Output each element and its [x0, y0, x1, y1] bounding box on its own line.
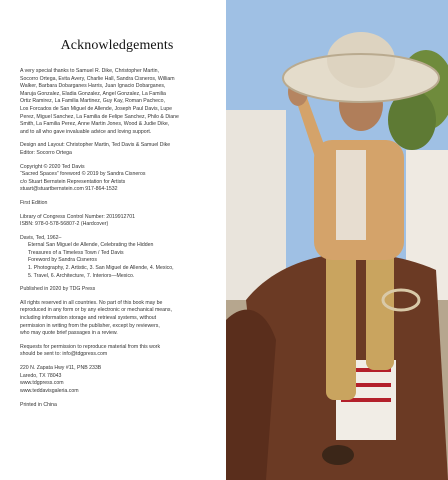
lccn-block [20, 214, 214, 229]
cip-line: Davis, Ted, 1962– [20, 234, 62, 241]
copyright-line: Copyright © 2020 Ted Davis [20, 163, 85, 170]
rights-line: reproduced in any form or by any electronic or mechanical means, [20, 307, 172, 314]
rights-line: who may quote brief passages in a review. [20, 330, 118, 337]
cip-line: Treasures of a Timeless Town / Ted Davis [28, 249, 124, 256]
thanks-line: Maruja Gonzalez, Eladia Gonzalez, Angel Gonzalez, La Familia [20, 90, 166, 97]
page-heading: Acknowledgements [60, 38, 174, 53]
design-credits [20, 142, 214, 157]
edition-line: First Edition [20, 199, 48, 206]
copyright-block [20, 164, 214, 194]
cip-line: Eternal San Miguel de Allende, Celebrating the Hidden [28, 242, 154, 249]
lccn-line: Library of Congress Control Number: 2019912701 [20, 213, 136, 220]
cip-line: 5. Travel, 6. Architecture, 7. Interiors—Mexico. [28, 272, 135, 279]
rights-line: All rights reserved in all countries. No part of this book may be [20, 299, 163, 306]
cip-block [20, 235, 214, 281]
charro-rider-photo [226, 0, 448, 480]
address-line: Laredo, TX 78043 [20, 372, 62, 379]
editor-line: Editor: Socorro Ortega [20, 149, 72, 156]
cip-line: 1. Photography, 2. Artistic, 3. San Miguel de Allende, 4. Mexico, [28, 265, 174, 272]
address-block [20, 365, 214, 395]
address-line: 220 N. Zapata Hwy #11, PNB 233B [20, 365, 102, 371]
copyright-line: stuart@stuartbernstein.com 917-864-1532 [20, 186, 118, 193]
isbn-line: ISBN: 978-0-578-56807-2 (Hardcover) [20, 221, 109, 228]
photo-illustration [226, 0, 448, 480]
design-line: Design and Layout: Christopher Martin, Ted Davis & Samuel Dike [20, 142, 171, 149]
published-line: Published in 2020 by TDG Press [20, 286, 96, 293]
thanks-line: A very special thanks to Samuel R. Dike, Christopher Martin, [20, 68, 159, 74]
copyright-line: “Sacred Spaces” foreword © 2019 by Sandra Cisneros [20, 171, 146, 178]
rights-line: including information storage and retrieval systems, without [20, 315, 157, 322]
website-line: www.tdgpress.com [20, 380, 64, 387]
thanks-line: Smith, La Familia Perez, Anne Martin Jones, Wood & Judie Dike, [20, 121, 170, 128]
thanks-line: Walker, Barbara Dobarganes Harris, Juan Ignacio Dobarganes, [20, 83, 166, 90]
thanks-line: Ortiz Ramirez, La Familia Martinez, Guy Kay, Roman Pacheco, [20, 98, 165, 105]
rights-line: permission in writing from the publisher, except by reviewers, [20, 322, 160, 329]
thanks-line: Perez, Miguel Sanchez, La Familia de Felipe Sanchez, Philo & Diane [20, 113, 179, 120]
copyright-line: c/o Stuart Bernstein Representation for Artists [20, 178, 126, 185]
thanks-paragraph [20, 68, 214, 136]
requests-line: should be sent to: info@tdgpress.com [20, 351, 108, 358]
thanks-line: and to all who gave invaluable advice and loving support. [20, 128, 152, 135]
thanks-line: Socorro Ortega, Evita Avery, Charlie Hall, Sandra Cisneros, William [20, 75, 175, 82]
thanks-line: Los Forcados de San Miguel de Allende, Joseph Paul Davis, Lupe [20, 105, 172, 112]
website-line: www.teddavisgaleria.com [20, 387, 79, 394]
printed-line: Printed in China [20, 402, 57, 409]
rights-paragraph [20, 300, 214, 338]
requests-block [20, 344, 214, 359]
cip-line: Foreword by Sandra Cisneros [28, 257, 97, 264]
requests-line: Requests for permission to reproduce material from this work [20, 343, 161, 350]
